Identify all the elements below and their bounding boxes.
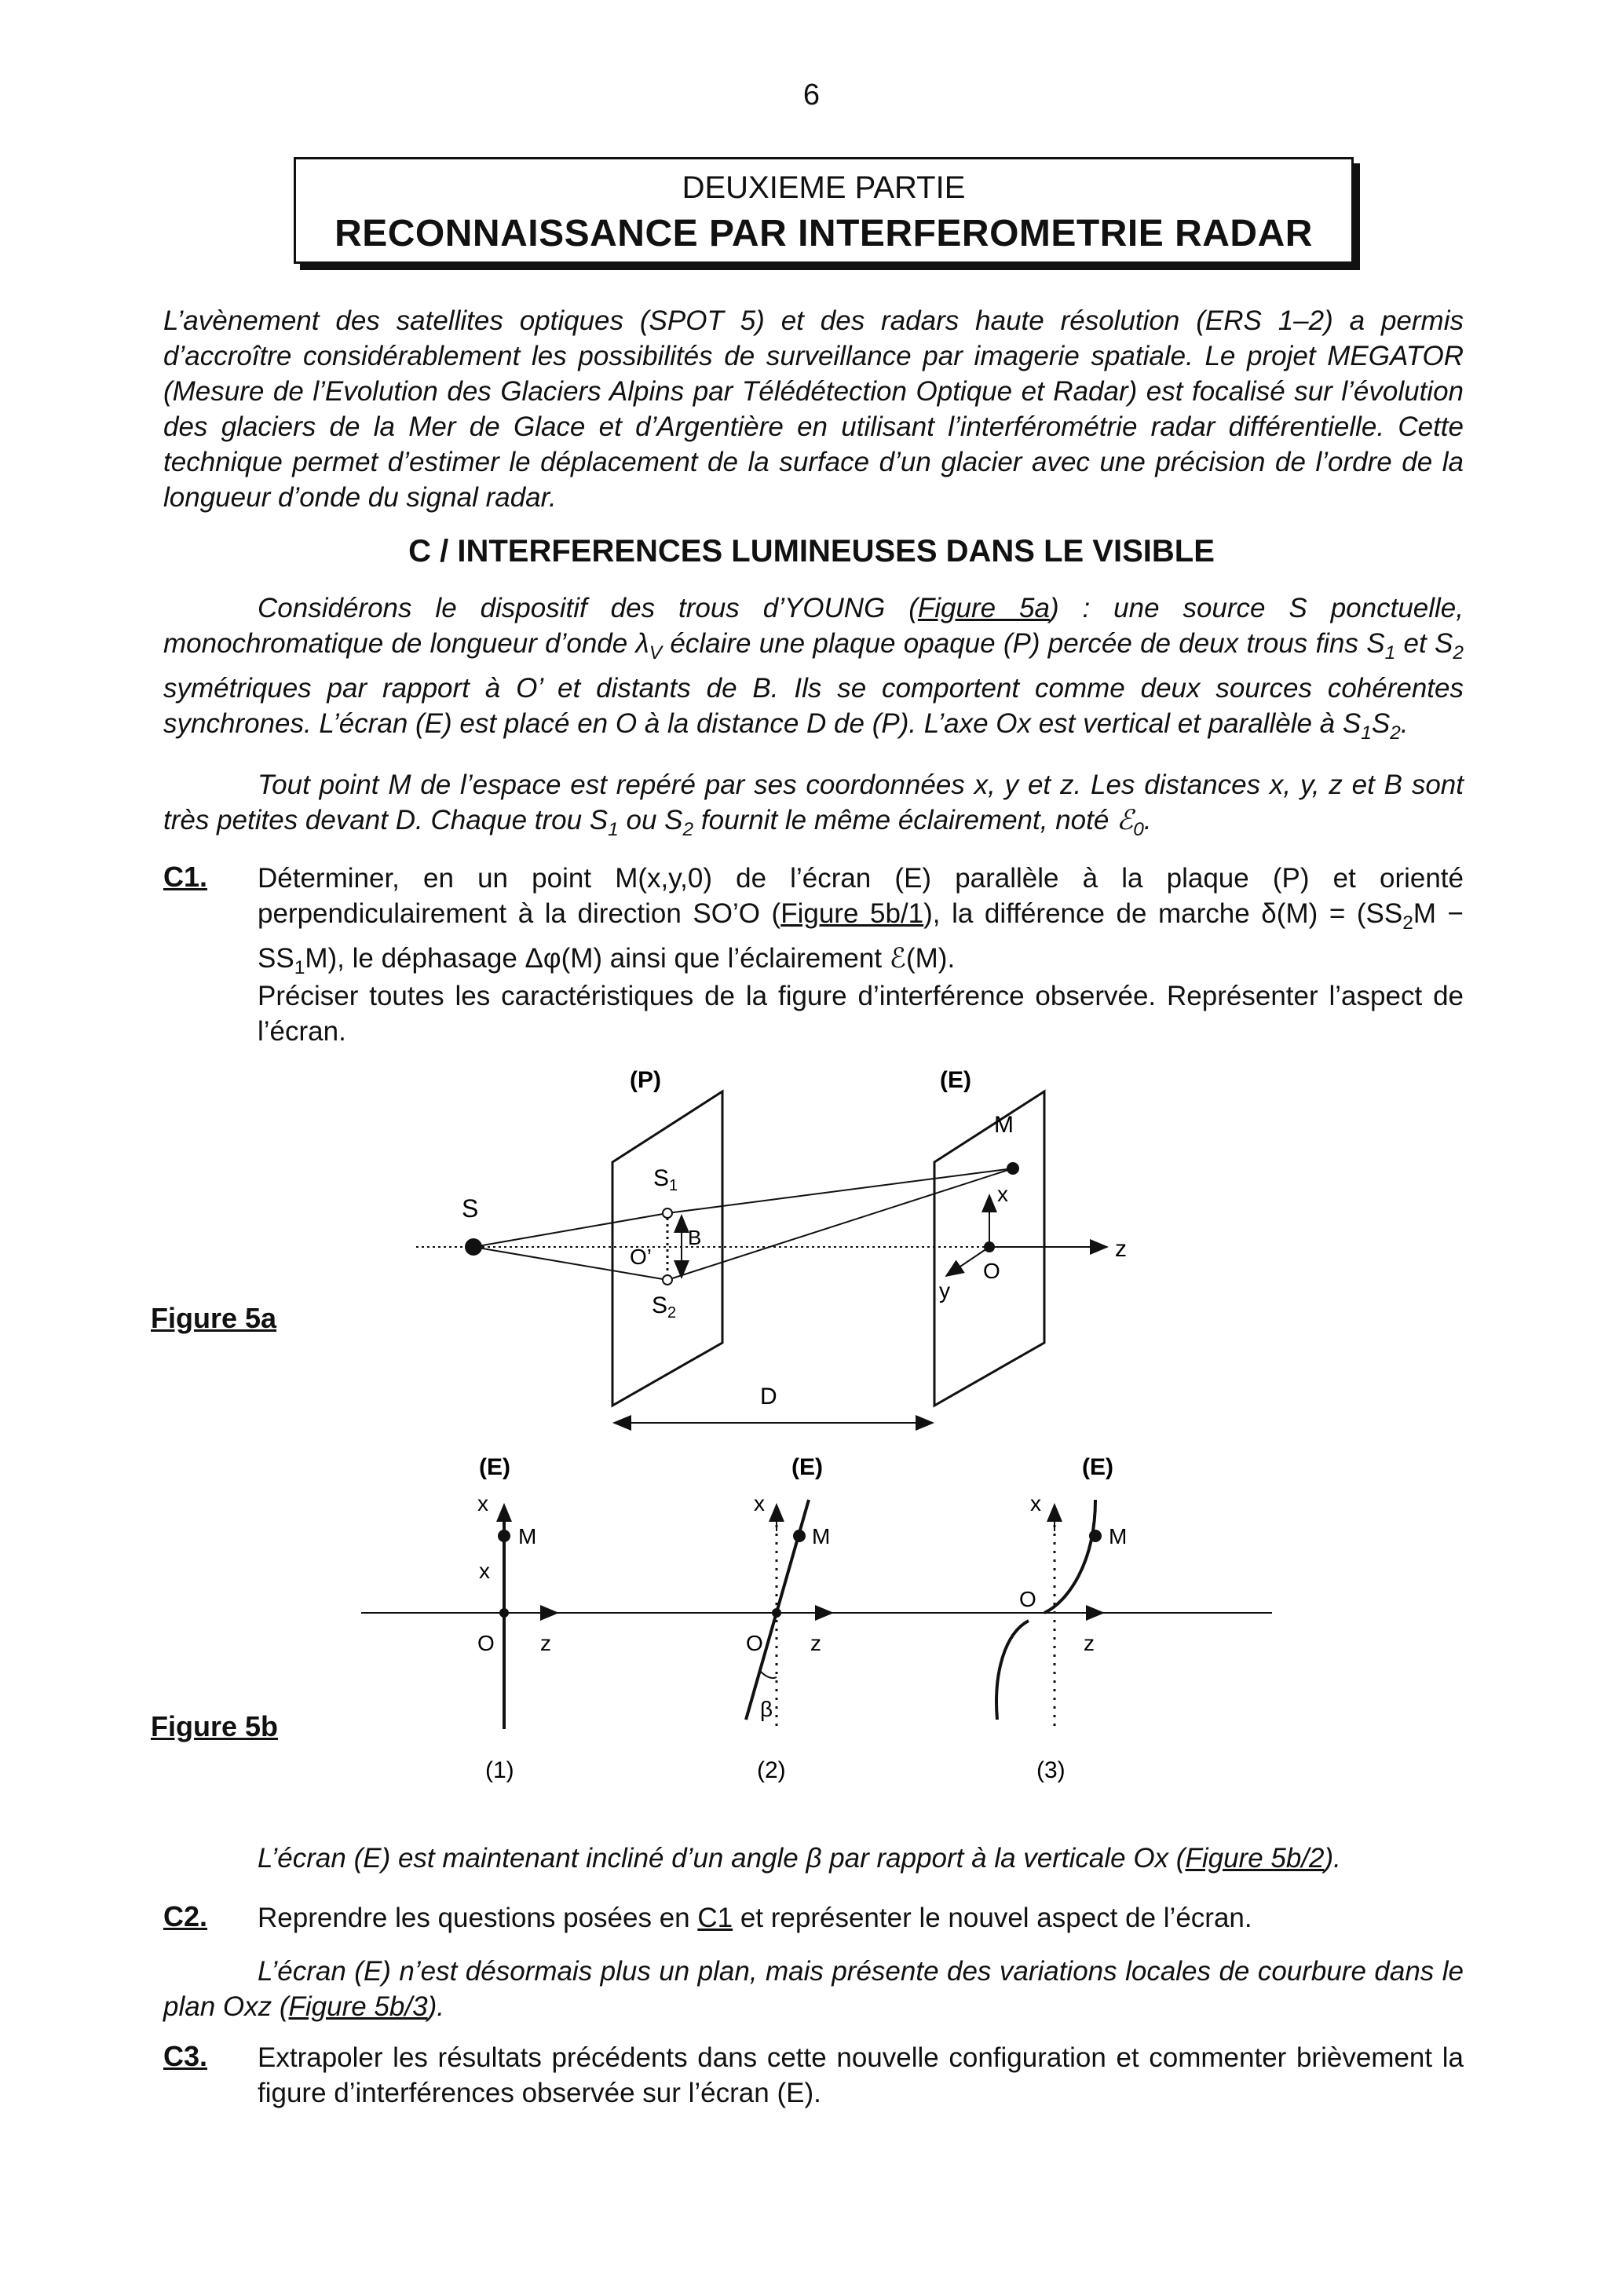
- label-x-3: x: [1030, 1491, 1041, 1515]
- young-paragraph: Considérons le dispositif des trous d’YOUNG (Figure 5a) : une source S ponctuelle, monochromatique de longueur d’onde $\lambda_V$ éclaire une plaque opaque (P) percée de deux trous fins $S_1$ et $S_2$ symétriques par rapport à O’ et distants de B. Ils se comportent comme deux sources cohérentes synchrones. L’écran (E) est placé en O à la distance D de (P). L’axe Ox est vertical et parallèle à $S_1S_2$.: [163, 593, 1464, 744]
- m-point-1: [498, 1530, 510, 1542]
- label-b: B: [688, 1226, 702, 1249]
- label-m-2: M: [812, 1524, 831, 1548]
- ray-s1-m: [667, 1168, 1013, 1213]
- m-point-2: [793, 1530, 806, 1542]
- figure-5a-ref: Figure 5a: [917, 593, 1050, 623]
- o-point-2: [772, 1608, 781, 1618]
- point-m: [1007, 1162, 1019, 1175]
- label-z-3: z: [1084, 1631, 1095, 1655]
- label-m-3: M: [1109, 1524, 1128, 1548]
- figure-5b2-ref: Figure 5b/2: [1185, 1843, 1325, 1874]
- label-x-1: x: [479, 1559, 490, 1583]
- label-beta: β: [760, 1697, 773, 1721]
- label-y: y: [939, 1278, 950, 1303]
- label-p: (P): [630, 1067, 661, 1093]
- label-e-3: (E): [1082, 1454, 1113, 1480]
- part-title: DEUXIEME PARTIE: [682, 170, 966, 205]
- label-o-1: O: [477, 1631, 495, 1655]
- part-title-box: [294, 157, 1354, 264]
- label-2: (2): [757, 1757, 786, 1783]
- label-m-1: M: [518, 1524, 537, 1548]
- coordinates-paragraph: Tout point M de l’espace est repéré par ses coordonnées x, y et z. Les distances x, y, z et B sont très petites devant D. Chaque trou $S_1$ ou $S_2$ fournit le même éclairement, noté ℰ$_0$.: [163, 770, 1464, 840]
- figure-5b3-ref: Figure 5b/3: [288, 1991, 428, 2022]
- label-z-1: z: [540, 1631, 551, 1655]
- section-title: C / INTERFERENCES LUMINEUSES DANS LE VISIBLE: [408, 534, 1215, 569]
- part-subtitle: RECONNAISSANCE PAR INTERFEROMETRIE RADAR: [334, 213, 1313, 254]
- beta-angle-arc: [760, 1671, 777, 1678]
- panel-1: [477, 1454, 557, 1783]
- panel-2: [746, 1454, 832, 1783]
- label-e-1: (E): [479, 1454, 510, 1480]
- panel-3: [996, 1454, 1127, 1783]
- plate-p: [612, 1091, 722, 1406]
- label-s1: $S_1$: [653, 1165, 678, 1194]
- intro-paragraph: L’avènement des satellites optiques (SPOT 5) et des radars haute résolution (ERS 1–2) a permis d’accroître considérablement les possibilités de surveillance par imagerie spatiale. Le projet MEGATOR (Mesure de l’Evolution des Glaciers Alpins par Télédétection Optique et Radar) est focalisé sur l’évolution des glaciers de la Mer de Glace et d’Argentière en utilisant l’interférométrie radar différentielle. Cette technique permet d’estimer le déplacement de la surface d’un glacier avec une précision de l’ordre de la longueur d’onde du signal radar.: [163, 305, 1464, 513]
- label-z-2: z: [810, 1631, 821, 1655]
- figure-5b-diagram: [361, 1453, 1272, 1798]
- m-point-3: [1089, 1530, 1102, 1542]
- label-s: S: [462, 1194, 479, 1223]
- question-c2-label: C2.: [163, 1900, 208, 1932]
- label-3: (3): [1036, 1757, 1066, 1783]
- hole-s1: [663, 1208, 672, 1218]
- figure-5b-label: Figure 5b: [151, 1710, 279, 1742]
- curved-screen-upper: [1044, 1500, 1095, 1613]
- label-o: O: [983, 1259, 1000, 1283]
- label-d: D: [760, 1384, 777, 1409]
- figure-5b1-ref: Figure 5b/1: [780, 898, 924, 929]
- label-o-prime: O’: [630, 1245, 652, 1269]
- label-e: (E): [940, 1067, 971, 1093]
- label-o-2: O: [746, 1631, 763, 1655]
- label-x: x: [997, 1182, 1008, 1206]
- c1-ref: C1: [697, 1903, 733, 1933]
- label-o-3: O: [1019, 1587, 1036, 1611]
- o-point-1: [499, 1608, 509, 1618]
- incline-paragraph: L’écran (E) est maintenant incliné d’un angle β par rapport à la verticale Ox (Figure 5b/2).: [258, 1843, 1341, 1874]
- label-e-2: (E): [791, 1454, 823, 1480]
- question-c3-text: Extrapoler les résultats précédents dans cette nouvelle configuration et commenter brièvement la figure d’interférences observée sur l’écran (E).: [258, 2042, 1464, 2108]
- figure-5a-label: Figure 5a: [151, 1302, 277, 1334]
- label-1: (1): [485, 1757, 514, 1783]
- curvature-paragraph: L’écran (E) n’est désormais plus un plan, mais présente des variations locales de courbure dans le plan Oxz (Figure 5b/3).: [163, 1956, 1464, 2022]
- question-c3-label: C3.: [163, 2040, 208, 2072]
- question-c1-followup: Préciser toutes les caractéristiques de la figure d’interférence observée. Représenter l’aspect de l’écran.: [258, 981, 1464, 1047]
- question-c1-text: Déterminer, en un point M(x,y,0) de l’écran (E) parallèle à la plaque (P) et orienté perpendiculairement à la direction SO’O (Figure 5b/1), la différence de marche $\delta(M) = (SS_2M - SS_1M)$, le déphasage Δφ(M) ainsi que l’éclairement ℰ(M).: [258, 863, 1464, 978]
- page-number: 6: [802, 79, 821, 112]
- question-c1-label: C1.: [163, 861, 208, 893]
- label-x-top-1: x: [477, 1491, 488, 1515]
- label-m: M: [994, 1112, 1014, 1138]
- label-x-2: x: [754, 1491, 765, 1515]
- figure-5a-diagram: [393, 1067, 1127, 1445]
- label-s2: $S_2$: [652, 1292, 677, 1322]
- question-c2-text: Reprendre les questions posées en C1 et représenter le nouvel aspect de l’écran.: [258, 1903, 1252, 1933]
- ray-s2-m: [667, 1168, 1013, 1280]
- label-z: z: [1115, 1236, 1127, 1262]
- curved-screen-lower: [996, 1621, 1029, 1720]
- ray-s-s1: [473, 1213, 667, 1247]
- hole-s2: [663, 1275, 672, 1285]
